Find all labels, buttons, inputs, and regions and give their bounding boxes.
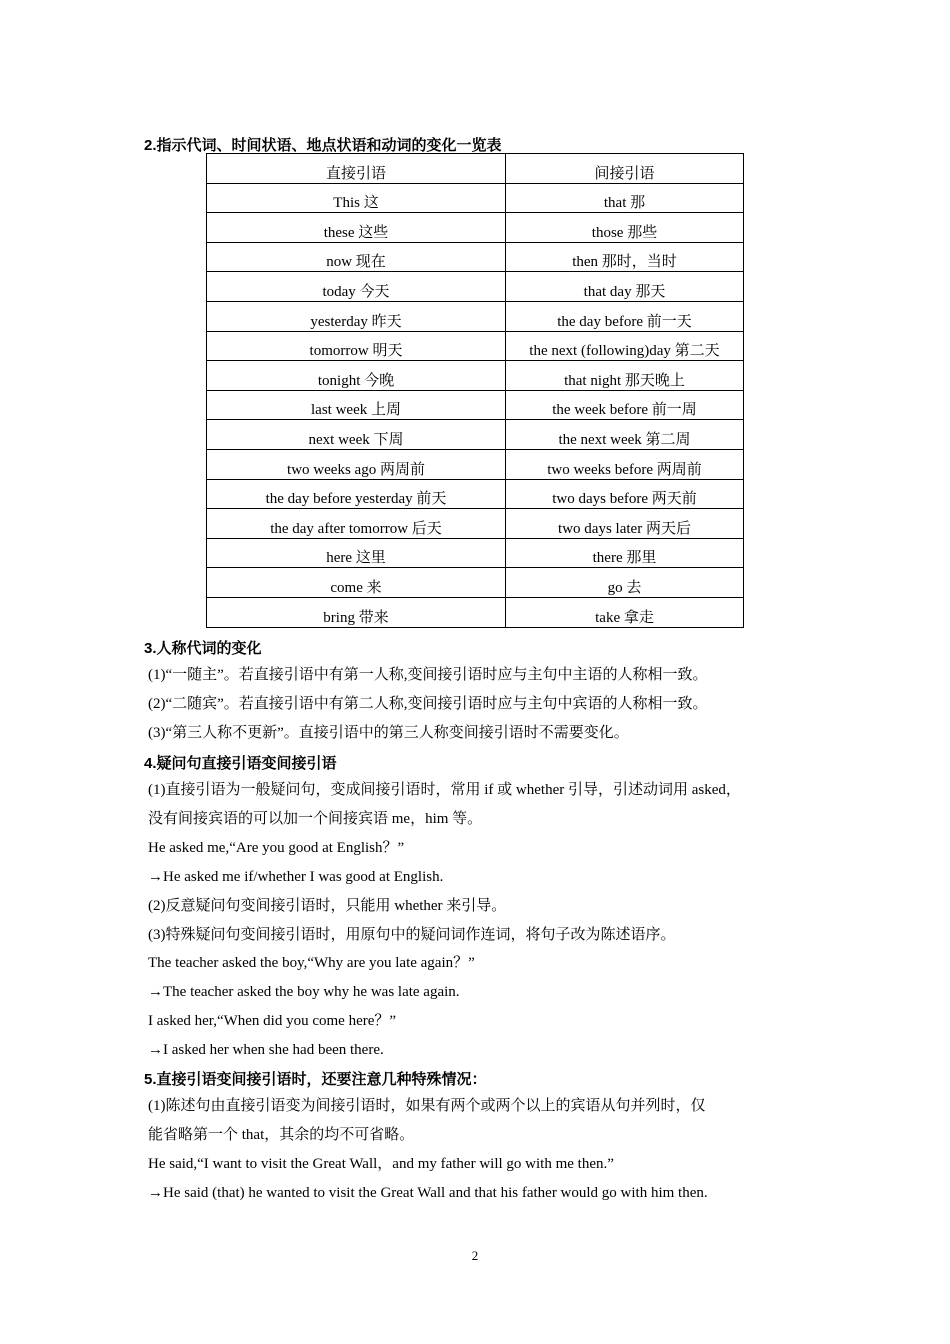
page-number: 2: [471, 1248, 479, 1263]
table-row: [207, 597, 744, 627]
cell-indirect-speech: the day before 前一天: [506, 301, 744, 331]
section5-line: (1)陈述句由直接引语变为间接引语时，如果有两个或两个以上的宾语从句并列时，仅: [148, 1098, 706, 1114]
example-direct: He said,“I want to visit the Great Wall，and my father will go with me then.”: [148, 1156, 614, 1172]
cell-indirect-speech: go 去: [506, 568, 744, 598]
cell-indirect-speech: that day 那天: [506, 272, 744, 302]
section5-line: 能省略第一个 that，其余的均不可省略。: [148, 1127, 415, 1143]
cell-direct-speech: here 这里: [207, 538, 506, 568]
cell-direct-speech: tomorrow 明天: [207, 331, 506, 361]
cell-indirect-speech: the week before 前一周: [506, 390, 744, 420]
table-row: [207, 449, 744, 479]
cell-direct-speech: come 来: [207, 568, 506, 598]
cell-direct-speech: bring 带来: [207, 597, 506, 627]
cell-direct-speech: two weeks ago 两周前: [207, 449, 506, 479]
example-indirect: →He asked me if/whether I was good at English.: [148, 869, 444, 885]
table-row: [207, 420, 744, 450]
example-direct: I asked her,“When did you come here？”: [148, 1013, 397, 1029]
section3-line: (2)“二随宾”。若直接引语中有第二人称,变间接引语时应与主句中宾语的人称相一致。: [148, 696, 708, 712]
cell-indirect-speech: two weeks before 两周前: [506, 449, 744, 479]
cell-indirect-speech: that 那: [506, 183, 744, 213]
cell-direct-speech: tonight 今晚: [207, 361, 506, 391]
cell-direct-speech: yesterday 昨天: [207, 301, 506, 331]
cell-indirect-speech: two days later 两天后: [506, 509, 744, 539]
cell-indirect-speech: take 拿走: [506, 597, 744, 627]
cell-indirect-speech: then 那时，当时: [506, 242, 744, 272]
table-row: [207, 390, 744, 420]
example-indirect: →I asked her when she had been there.: [148, 1042, 384, 1058]
example-direct: He asked me,“Are you good at English？”: [148, 840, 405, 856]
cell-direct-speech: the day before yesterday 前天: [207, 479, 506, 509]
section4-line: (2)反意疑问句变间接引语时，只能用 whether 来引导。: [148, 898, 507, 914]
table-row: [207, 272, 744, 302]
header-direct-speech: 直接引语: [207, 154, 506, 184]
conversion-table: [206, 153, 744, 628]
cell-indirect-speech: there 那里: [506, 538, 744, 568]
section4-line: (1)直接引语为一般疑问句，变成间接引语时，常用 if 或 whether 引导，引述动词用 asked，: [148, 782, 741, 798]
cell-direct-speech: This 这: [207, 183, 506, 213]
cell-direct-speech: last week 上周: [207, 390, 506, 420]
cell-direct-speech: now 现在: [207, 242, 506, 272]
table-header-row: [207, 154, 744, 184]
table-row: [207, 242, 744, 272]
table-row: [207, 213, 744, 243]
cell-direct-speech: these 这些: [207, 213, 506, 243]
table-row: [207, 183, 744, 213]
header-indirect-speech: 间接引语: [506, 154, 744, 184]
section4-line: (3)特殊疑问句变间接引语时，用原句中的疑问词作连词，将句子改为陈述语序。: [148, 927, 676, 943]
cell-direct-speech: next week 下周: [207, 420, 506, 450]
table-row: [207, 361, 744, 391]
table-row: [207, 568, 744, 598]
example-indirect: →He said (that) he wanted to visit the Great Wall and that his father would go with him then.: [148, 1185, 708, 1201]
example-direct: The teacher asked the boy,“Why are you late again？”: [148, 955, 475, 971]
cell-direct-speech: the day after tomorrow 后天: [207, 509, 506, 539]
section4-line: 没有间接宾语的可以加一个间接宾语 me，him 等。: [148, 811, 483, 827]
section3-heading: 3.人称代词的变化: [144, 640, 262, 657]
section3-line: (3)“第三人称不更新”。直接引语中的第三人称变间接引语时不需要变化。: [148, 725, 629, 741]
cell-indirect-speech: two days before 两天前: [506, 479, 744, 509]
cell-direct-speech: today 今天: [207, 272, 506, 302]
table-row: [207, 301, 744, 331]
cell-indirect-speech: those 那些: [506, 213, 744, 243]
section3-line: (1)“一随主”。若直接引语中有第一人称,变间接引语时应与主句中主语的人称相一致。: [148, 667, 708, 683]
table-row: [207, 479, 744, 509]
section2-heading: 2.指示代词、时间状语、地点状语和动词的变化一览表: [144, 137, 502, 154]
cell-indirect-speech: the next week 第二周: [506, 420, 744, 450]
cell-indirect-speech: that night 那天晚上: [506, 361, 744, 391]
table-row: [207, 538, 744, 568]
example-indirect: →The teacher asked the boy why he was late again.: [148, 984, 460, 1000]
table-row: [207, 509, 744, 539]
section5-heading: 5.直接引语变间接引语时，还要注意几种特殊情况：: [144, 1071, 487, 1088]
cell-indirect-speech: the next (following)day 第二天: [506, 331, 744, 361]
table-row: [207, 331, 744, 361]
section4-heading: 4.疑问句直接引语变间接引语: [144, 755, 337, 772]
